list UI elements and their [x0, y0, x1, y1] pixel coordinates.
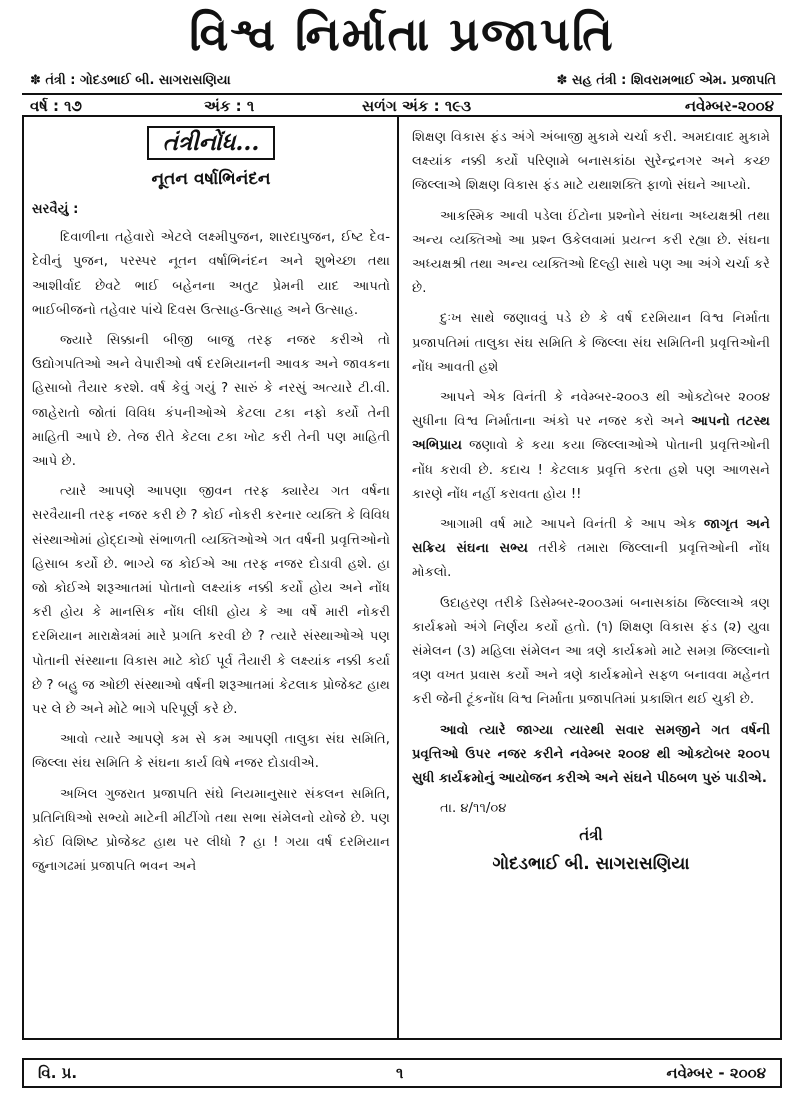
paragraph: શિક્ષણ વિકાસ ફંડ અંગે અંબાજી મુકામે ચર્ચા કરી. અમદાવાદ મુકામે લક્ષ્યાંક નક્કી કર્યો પરિણામે બનાસકાંઠા સુરેન્દ્રનગર અને કચ્છ જિલ્લાએ શિક્ષણ વિકાસ ફંડ માટે યથાશક્તિ ફાળો સંઘને આપ્યો. — [412, 130, 770, 194]
text-run: તરીકે તમારા જિલ્લાની પ્રવૃત્તિઓની નોંધ મોકલો. — [412, 541, 771, 581]
issue-serial: સળંગ અંક : ૧૯૩ — [362, 97, 472, 115]
paragraph: આવો ત્યારે જાગ્યા ત્યારથી સવાર સમજીને ગત વર્ષની પ્રવૃત્તિઓ ઉપર નજર કરીને નવેમ્બર ૨૦૦૪ થી ઓક્ટોબર ૨૦૦૫ સુધી કાર્યક્રમોનું આયોજન કરીએ અને સંઘને પીઠબળ પુરું પાડીએ. — [412, 722, 770, 787]
issue-date: નવેમ્બર-૨૦૦૪ — [684, 97, 774, 115]
paragraph: ઉદાહરણ તરીકે ડિસેમ્બર-૨૦૦૩માં બનાસકાંઠા જિલ્લાએ ત્રણ કાર્યક્રમો અંગે નિર્ણય કર્યો હતો. (૧) શિક્ષણ વિકાસ ફંડ (૨) યુવા સંમેલન (૩) મહિલા સંમેલન આ ત્રણે કાર્યક્રમો માટે સમગ્ર જિલ્લાનો ત્રણ વખત પ્રવાસ કર્યો અને ત્રણે કાર્યક્રમોને સફળ બનાવવા મહેનત કરી જેની ટૂંકનોંધ વિશ્વ નિર્માતા પ્રજાપતિમાં પ્રકાશિત થઈ ચુકી છે. — [412, 595, 770, 708]
paragraph: અખિલ ગુજરાત પ્રજાપતિ સંઘે નિયમાનુસાર સંકલન સમિતિ, પ્રતિનિધિઓ સભ્યો માટેની મીટીંગો તથા સભા સંમેલનો યોજે છે. પણ કોઈ વિશિષ્ટ પ્રોજેક્ટ હાથ પર લીધો ? હા ! ગયા વર્ષ દરમિયાન જુનાગઢમાં પ્રજાપતિ ભવન અને — [32, 786, 390, 875]
paragraph: આકસ્મિક આવી પડેલા ઈંટોના પ્રશ્નોને સંઘના અધ્યક્ષશ્રી તથા અન્ય વ્યક્તિઓ આ પ્રશ્ન ઉકેલવામાં પ્રયત્ન કરી રહ્યા છે. સંઘના અધ્યક્ષશ્રી તથા અન્ય વ્યક્તિઓ દિલ્હી સાથે પણ આ અંગે ચર્ચા કરે છે. — [412, 208, 770, 297]
section-label: તંત્રીનોંધ... — [147, 126, 276, 160]
text-run: જણાવો કે કયા કયા જિલ્લાઓએ પોતાની પ્રવૃત્તિઓની નોંધ કરાવી છે. કદાચ ! કેટલાક પ્રવૃત્તિ કરતા હશે પણ આળસને કારણે નોંધ નહીં કરાવતા હોય !! — [412, 438, 770, 502]
paragraph — [412, 386, 770, 507]
page-number: ૧ — [396, 1064, 404, 1082]
issue-year: વર્ષ : ૧૭ — [30, 97, 82, 115]
article-right-column — [412, 126, 770, 876]
issue-number: અંક : ૧ — [204, 97, 255, 115]
paragraph: જ્યારે સિક્કાની બીજી બાજુ તરફ નજર કરીએ તો ઉદ્યોગપતિઓ અને વેપારીઓ વર્ષ દરમિયાનની આવક અને જાવકના હિસાબો તૈયાર કરશે. વર્ષ કેવું ગયું ? સારું કે નરસું અત્યારે ટી.વી. જાહેરાતો જોતાં વિવિધ કંપનીઓએ કેટલા ટકા નફો કર્યો તેની માહિતી આપે છે. તેજ રીતે કેટલા ટકા ખોટ કરી તેની પણ માહિતી આપે છે. — [32, 333, 390, 470]
paragraph: આવો ત્યારે આપણે કમ સે કમ આપણી તાલુકા સંઘ સમિતિ, જિલ્લા સંઘ સમિતિ કે સંઘના કાર્ય વિષે નજર દોડાવીએ. — [32, 732, 390, 772]
article-subheading: નૂતન વર્ષાભિનંદન — [151, 169, 271, 189]
article-salutation: સરવૈયું : — [32, 202, 79, 217]
emphasis: જાગૃત અને સક્રિય સંઘના સભ્ય — [412, 517, 770, 557]
footer-publication: વિ. પ્ર. — [38, 1064, 78, 1082]
editor-credits — [30, 73, 776, 93]
footer-date: નવેમ્બર - ૨૦૦૪ — [666, 1064, 766, 1082]
paragraph: દિવાળીના તહેવારો એટલે લક્ષ્મીપુજન, શારદાપુજન, ઈષ્ટ દેવ-દેવીનું પુજન, પરસ્પર નૂતન વર્ષાભિનંદન અને શુભેચ્છા તથા આશીર્વાદ છેવટે ભાઈ બહેનના અતુટ પ્રેમની યાદ આપતો ભાઈબીજનો તહેવાર પાંચે દિવસ ઉત્સાહ-ઉત્સાહ અને ઉત્સાહ. — [32, 230, 390, 318]
section-label-box — [32, 126, 390, 160]
paragraph: દુઃખ સાથે જણાવવું પડે છે કે વર્ષ દરમિયાન વિશ્વ નિર્માતા પ્રજાપતિમાં તાલુકા સંઘ સમિતિ કે જિલ્લા સંઘ સમિતિની પ્રવૃત્તિઓની નોંધ આવતી હશે — [412, 311, 770, 375]
emphasis: આપનો તટસ્થ અભિપ્રાય — [412, 414, 770, 454]
signature-label: તંત્રી — [579, 826, 603, 845]
co-editor: ✽ સહ તંત્રી : શિવરામભાઈ એમ. પ્રજાપતિ — [556, 73, 776, 88]
paragraph: ત્યારે આપણે આપણા જીવન તરફ ક્યારેય ગત વર્ષના સરવૈયાની તરફ નજર કરી છે ? કોઈ નોકરી કરનાર વ્યક્તિ કે વિવિધ સંસ્થાઓમાં હોદ્દાઓ સંભાળતી વ્યક્તિઓએ ગત વર્ષની પ્રવૃત્તિઓનો હિસાબ કર્યો છે. ભાગ્યે જ કોઈએ આ તરફ નજર દોડાવી હશે. હા જો કોઈએ શરૂઆતમાં પોતાનો લક્ષ્યાંક નક્કી કર્યો હોય અને નોંધ કરી હોય કે માનસિક નોંધ લીધી હોય કે આ વર્ષે મારી નોકરી દરમિયાન મારાક્ષેત્રમાં મારે પ્રગતિ કરવી છે ? ત્યારે સંસ્થાઓએ પણ પોતાની સંસ્થાના વિકાસ માટે કોઈ પૂર્વ તૈયારી કે લક્ષ્યાંક નક્કી કર્યા છે ? બહુ જ ઓછી સંસ્થાઓ વર્ષની શરૂઆતમાં કેટલાક પ્રોજેક્ટ હાથ પર લે છે અને મોટે ભાગે પરિપૂર્ણ કરે છે. — [32, 484, 390, 718]
publication-title: વિશ્વ નિર્માતા પ્રજાપતિ — [189, 7, 615, 61]
chief-editor: ✽ તંત્રી : ગોદડભાઈ બી. સાગરાસણિયા — [30, 73, 231, 88]
article-left-column — [32, 126, 390, 885]
page-footer — [22, 1058, 782, 1088]
signature-name: ગોદડભાઈ બી. સાગરાસણિયા — [492, 853, 690, 874]
issue-bar — [22, 93, 782, 117]
text-run: આગામી વર્ષ માટે આપને વિનંતી કે આપ એક — [440, 517, 704, 533]
article-date: તા. ૪/૧૧/૦૪ — [440, 801, 507, 817]
text-run: આપને એક વિનંતી કે નવેમ્બર-૨૦૦૩ થી ઓક્ટોબર ૨૦૦૪ સુધીના વિશ્વ નિર્માતાના અંકો પર નજર કરો અને — [412, 390, 770, 430]
masthead — [22, 4, 782, 64]
paragraph — [412, 513, 770, 586]
column-divider — [397, 117, 399, 1040]
